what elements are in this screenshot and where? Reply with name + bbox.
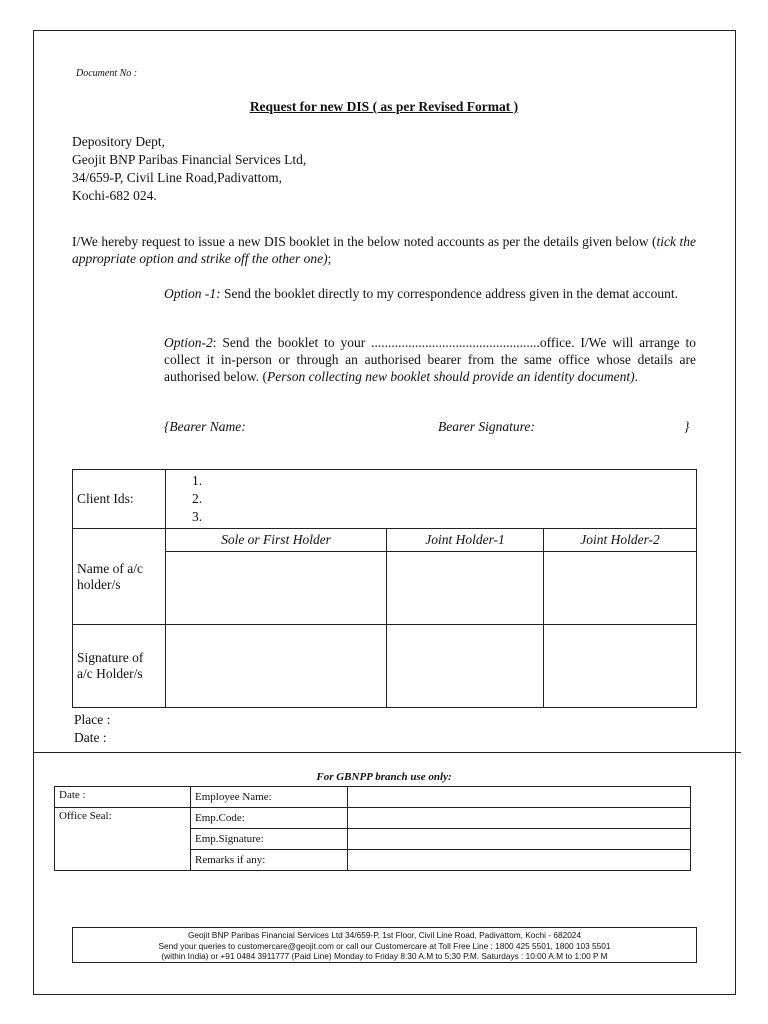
date-label: Date : <box>74 730 107 745</box>
emp-code-label: Emp.Code: <box>191 808 348 829</box>
employee-name-label: Employee Name: <box>191 787 348 808</box>
branch-use-table <box>54 786 691 871</box>
option-1-label: Option -1: <box>164 286 221 301</box>
branch-use-title: For GBNPP branch use only: <box>316 771 452 783</box>
place-label: Place : <box>74 712 111 727</box>
joint-holder-2-signature-field[interactable] <box>544 625 697 708</box>
form-title: Request for new DIS ( as per Revised Format ) <box>249 99 519 114</box>
option-1[interactable] <box>164 285 696 302</box>
remarks-label: Remarks if any: <box>191 850 348 871</box>
joint-holder-2-header: Joint Holder-2 <box>544 529 697 552</box>
bearer-signature-label: Bearer Signature: <box>438 419 535 434</box>
request-paragraph <box>72 233 696 267</box>
recipient-address <box>72 133 306 205</box>
signature-of-holder-label: Signature of a/c Holder/s <box>73 625 166 708</box>
holder-signature-row <box>73 625 697 708</box>
remarks-field[interactable] <box>348 850 691 871</box>
holder-header-row <box>73 529 697 552</box>
intro-text: I/We hereby request to issue a new DIS booklet in the below noted accounts as per the details given below ( <box>72 234 657 249</box>
name-of-holder-label: Name of a/c holder/s <box>73 529 166 625</box>
intro-end: ; <box>327 251 332 266</box>
branch-date-label: Date : <box>59 789 86 801</box>
footer-line-1: Geojit BNP Paribas Financial Services Ltd 34/659-P, 1st Floor, Civil Line Road, Padivattom, Kochi - 682024 <box>187 930 582 940</box>
sole-holder-signature-field[interactable] <box>166 625 387 708</box>
bearer-name-label: {Bearer Name: <box>164 419 246 434</box>
address-line-1: Depository Dept, <box>72 134 165 149</box>
intro-instruction: tick the appropriate option and strike off the other one) <box>72 234 696 266</box>
joint-holder-1-name-field[interactable] <box>387 552 544 625</box>
branch-row-2 <box>55 808 691 829</box>
client-id-1: 1. <box>192 473 203 488</box>
footer-line-3: (within India) or +91 0484 3911777 (Paid Line) Monday to Friday 8:30 A.M to 5:30 P.M. Saturdays : 10:00 A.M to 1:00 P M <box>161 951 608 961</box>
address-line-4: Kochi-682 024. <box>72 188 157 203</box>
bearer-details <box>164 419 696 435</box>
bearer-closing-brace: } <box>684 419 690 434</box>
office-seal-label: Office Seal: <box>59 810 112 822</box>
joint-holder-2-name-field[interactable] <box>544 552 697 625</box>
document-number-label: Document No : <box>76 68 138 79</box>
emp-signature-label: Emp.Signature: <box>191 829 348 850</box>
office-seal-field[interactable] <box>55 808 191 871</box>
client-ids-row <box>73 470 697 529</box>
client-ids-label: Client Ids: <box>73 470 166 529</box>
place-date-section <box>74 711 110 747</box>
joint-holder-1-signature-field[interactable] <box>387 625 544 708</box>
emp-signature-field[interactable] <box>348 829 691 850</box>
footer-contact-box <box>72 927 697 963</box>
section-divider <box>33 752 741 753</box>
option-2-end: . <box>634 369 639 384</box>
client-ids-field[interactable] <box>166 470 697 529</box>
address-line-2: Geojit BNP Paribas Financial Services Ltd, <box>72 152 307 167</box>
client-id-2: 2. <box>192 491 203 506</box>
option-1-text: Send the booklet directly to my correspondence address given in the demat account. <box>220 286 678 301</box>
footer-line-2: Send your queries to customercare@geojit.com or call our Customercare at Toll Free Line : 1800 425 5501, 1800 103 5501 <box>158 940 611 951</box>
address-line-3: 34/659-P, Civil Line Road,Padivattom, <box>72 170 282 185</box>
sole-holder-header: Sole or First Holder <box>166 529 387 552</box>
option-2-note: Person collecting new booklet should provide an identity document) <box>266 369 635 384</box>
client-id-3: 3. <box>192 509 203 524</box>
holder-name-row <box>73 552 697 625</box>
client-details-table <box>72 469 697 708</box>
sole-holder-name-field[interactable] <box>166 552 387 625</box>
option-2-label: Option-2 <box>164 335 213 350</box>
joint-holder-1-header: Joint Holder-1 <box>387 529 544 552</box>
branch-row-1 <box>55 787 691 808</box>
option-2[interactable] <box>164 334 696 385</box>
emp-code-field[interactable] <box>348 808 691 829</box>
option-2-text: : Send the booklet to your ..................................................office. I/We will arrange to collect it in-person or through an authorised bearer from the same office whose details are authorised below. ( <box>164 335 696 384</box>
employee-name-field[interactable] <box>348 787 691 808</box>
branch-date-field[interactable] <box>55 787 191 808</box>
